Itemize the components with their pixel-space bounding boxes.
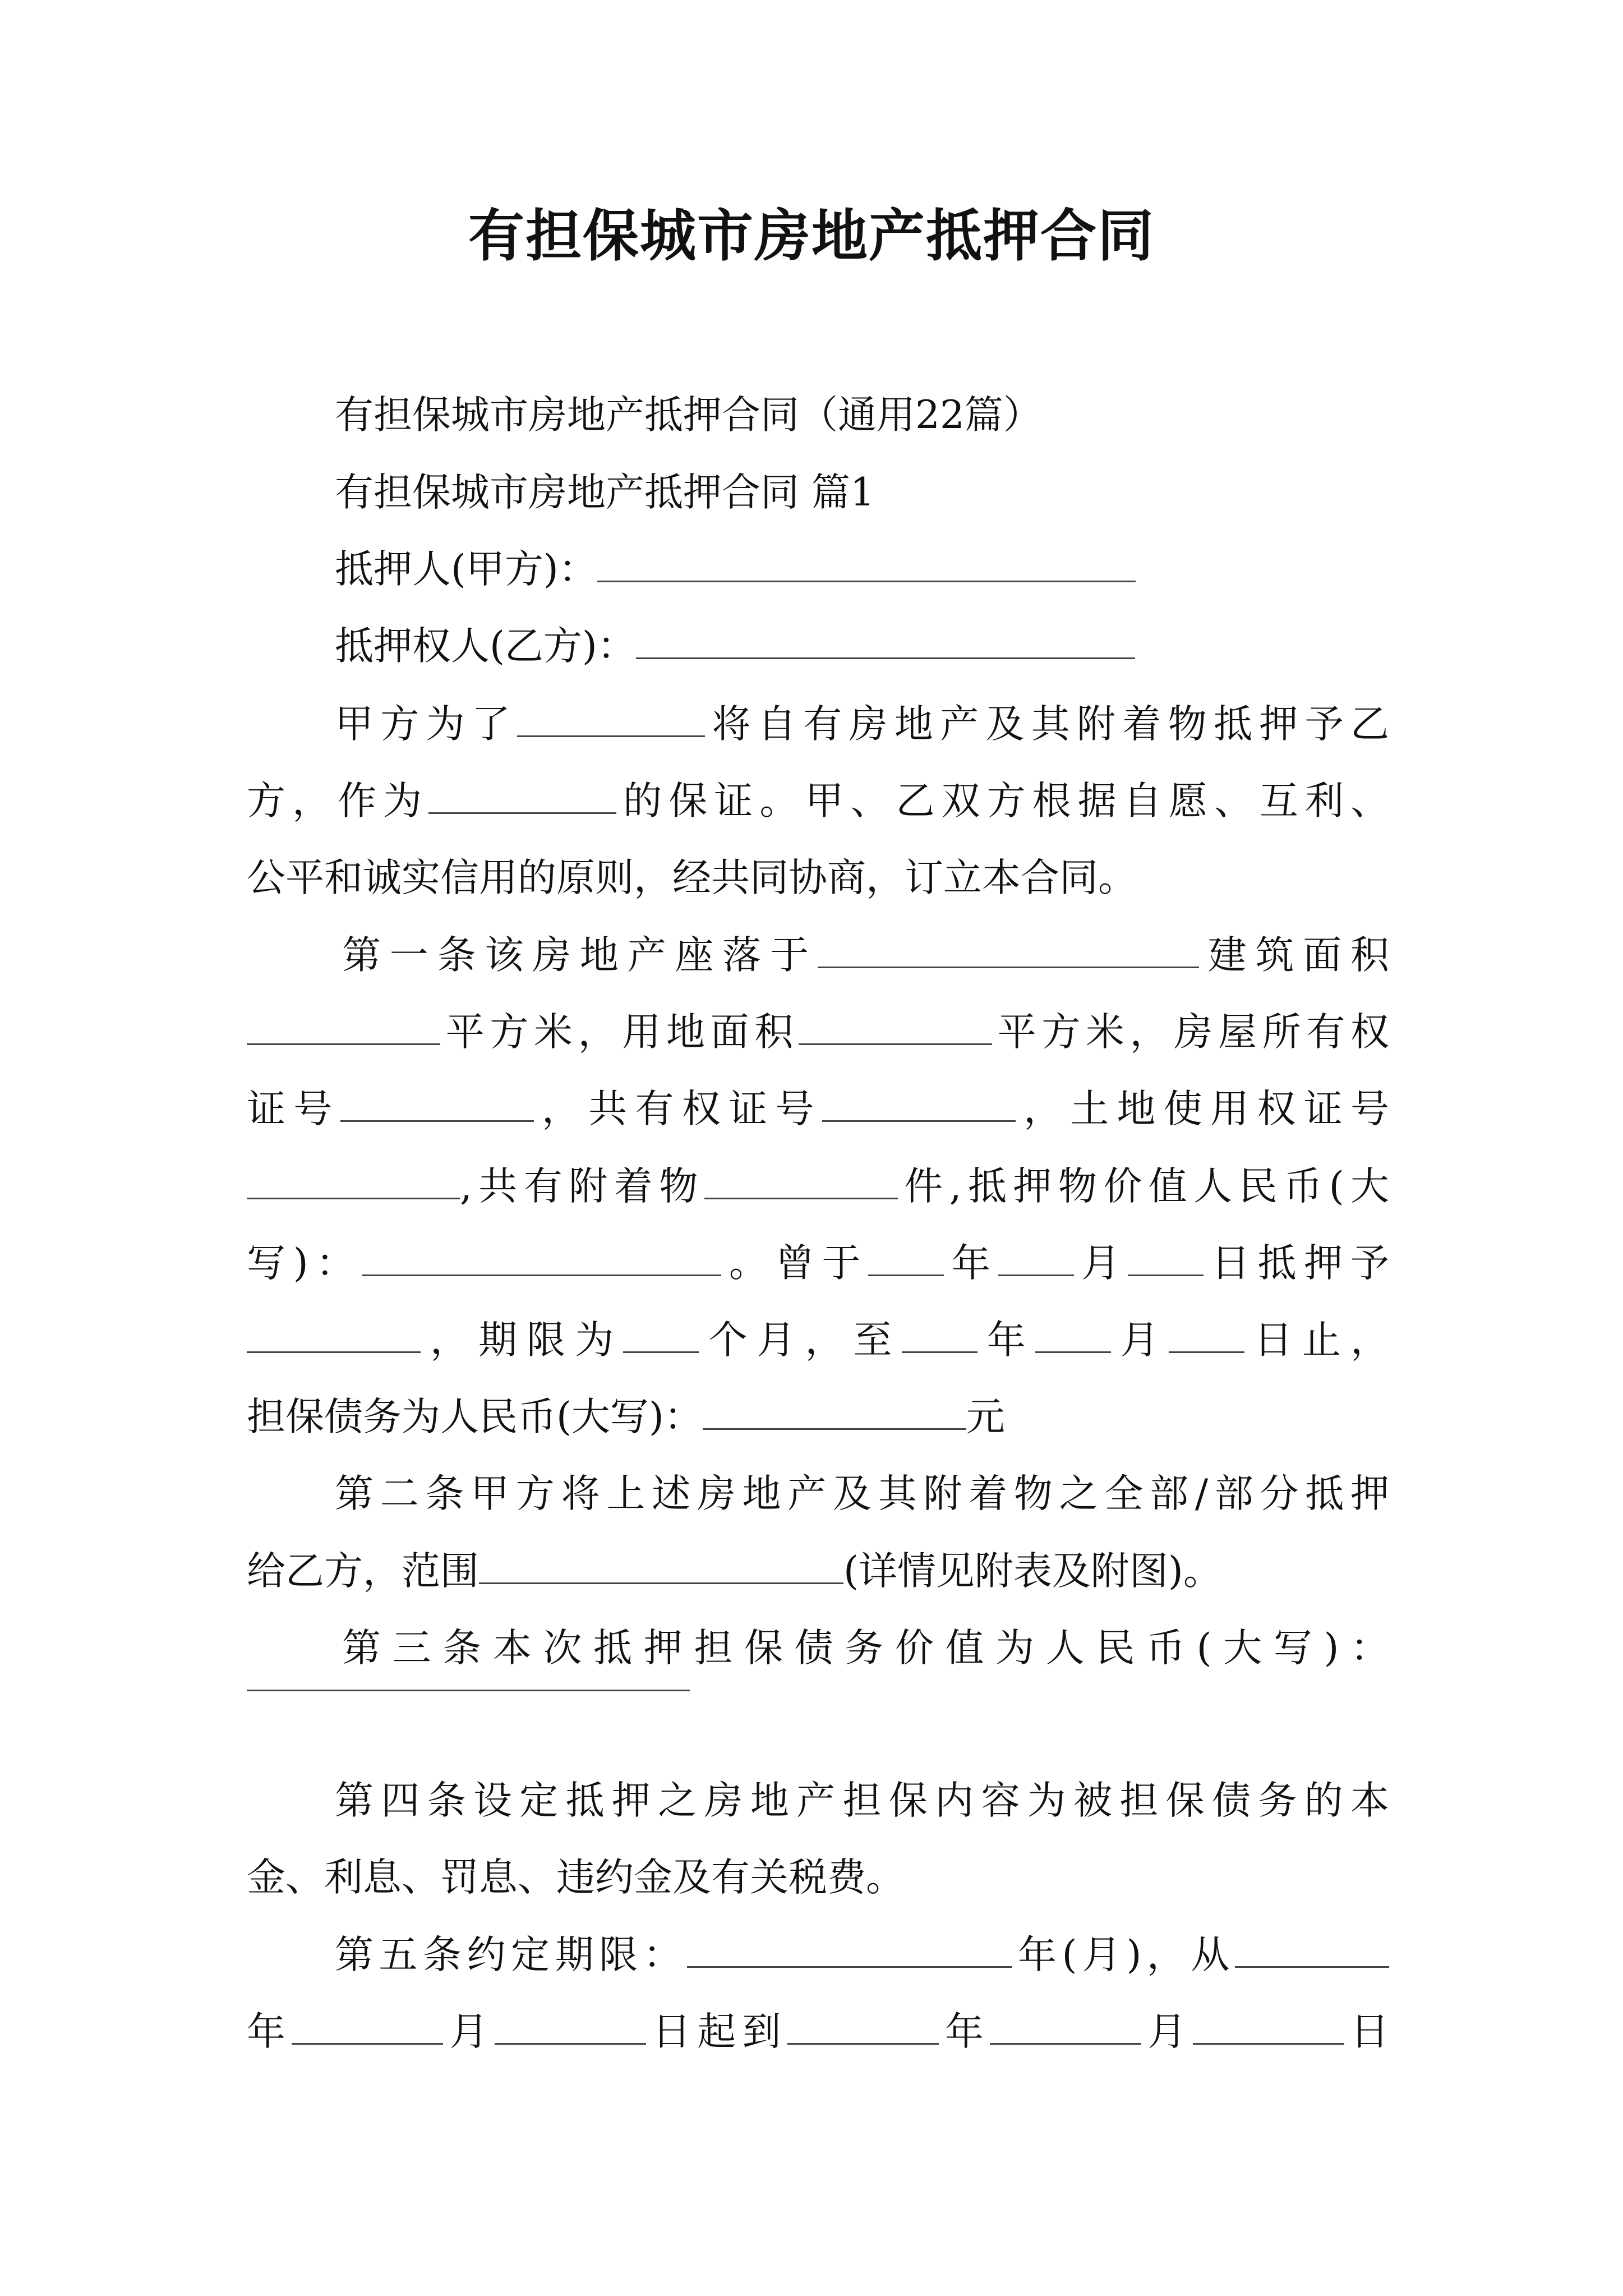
article-text: 年 — [944, 1241, 998, 1286]
scope-blank — [479, 1545, 843, 1584]
article-text: 月 — [1110, 1318, 1169, 1363]
value-blank — [362, 1237, 721, 1276]
article-text: 月 — [1141, 2009, 1193, 2054]
article-text: 证号 — [247, 1087, 340, 1131]
mortgagor-label: 抵押人(甲方)： — [335, 547, 597, 592]
article-text: 个月，至 — [699, 1318, 902, 1363]
intro-line-3: 公平和诚实信用的原则，经共同协商，订立本合同。 — [247, 855, 1137, 900]
mortgagee-line — [335, 615, 1135, 677]
article3-line-1: 第三条本次抵押担保债务价值为人民币(大写)： — [342, 1626, 1389, 1671]
article-text: 第五条约定期限： — [335, 1932, 688, 1977]
end-year-blank — [902, 1314, 978, 1353]
intro-line-2 — [247, 770, 1389, 832]
article-text: ，共有权证号 — [533, 1087, 822, 1131]
article-text: 平方米，用地面积 — [440, 1010, 799, 1055]
end-month-blank-2 — [1193, 2006, 1344, 2045]
article5-line-1 — [335, 1924, 1389, 1986]
mortgagee-label: 抵押权人(乙方)： — [335, 624, 636, 669]
attachments-blank — [704, 1161, 898, 1199]
location-blank — [818, 930, 1199, 968]
article-text: ，土地使用权证号 — [1015, 1087, 1390, 1131]
start-year-blank-2 — [292, 2006, 443, 2045]
end-year-blank-2 — [990, 2006, 1141, 2045]
intro-text: 将自有房地产及其附着物抵押予乙 — [705, 702, 1390, 747]
start-day-blank — [787, 2006, 939, 2045]
article-text: 。曾于 — [721, 1241, 869, 1286]
guarantee-blank — [428, 775, 616, 814]
building-area-blank — [247, 1006, 440, 1045]
article1-line-7 — [247, 1386, 1005, 1448]
article4-line-2: 金、利息、罚息、违约金及有关税费。 — [247, 1855, 905, 1900]
article-text: 第一条该房地产座落于 — [342, 933, 818, 978]
start-month-blank — [495, 2006, 646, 2045]
article-text: 日止， — [1244, 1318, 1390, 1363]
article1-line-4 — [247, 1156, 1389, 1217]
term-months-blank — [623, 1314, 699, 1353]
article1-line-1 — [342, 924, 1389, 986]
article1-line-5 — [247, 1232, 1389, 1294]
day-blank — [1128, 1237, 1204, 1276]
mortgagor-line — [335, 539, 1136, 600]
article1-line-2 — [247, 1001, 1389, 1063]
article-text: 建筑面积 — [1198, 933, 1390, 978]
co-ownership-cert-blank — [822, 1083, 1016, 1122]
article-text: 日起到 — [645, 2009, 787, 2054]
debt-amount-blank — [703, 1391, 966, 1430]
article-text: ，期限为 — [421, 1318, 624, 1363]
article2-line-1: 第二条甲方将上述房地产及其附着物之全部/部分抵押 — [335, 1471, 1389, 1516]
article3-amount-blank — [247, 1688, 690, 1691]
intro-line-1 — [335, 693, 1389, 755]
land-area-blank — [799, 1006, 992, 1045]
article-text: 写)： — [247, 1241, 363, 1286]
end-month-blank — [1035, 1314, 1111, 1353]
article-text: (详情见附表及附图)。 — [843, 1549, 1222, 1594]
article-text: 担保债务为人民币(大写)： — [247, 1395, 703, 1439]
purpose-blank — [517, 698, 705, 737]
article-text: ,共有附着物 — [460, 1164, 704, 1209]
intro-text: 的保证。甲、乙双方根据自愿、互利、 — [616, 779, 1390, 823]
article5-line-2 — [247, 2001, 1389, 2063]
document-title: 有担保城市房地产抵押合同 — [468, 203, 1155, 269]
document-subtitle: 有担保城市房地产抵押合同（通用22篇） — [335, 393, 1042, 438]
ownership-cert-blank — [340, 1083, 534, 1122]
article-text: 日抵押予 — [1204, 1241, 1390, 1286]
year-blank — [868, 1237, 944, 1276]
article-text: 月 — [443, 2009, 495, 2054]
end-day-blank — [1169, 1314, 1244, 1353]
section-heading: 有担保城市房地产抵押合同 篇1 — [335, 470, 875, 515]
intro-text: 甲方为了 — [335, 702, 518, 747]
article-text: 年 — [938, 2009, 990, 2054]
land-cert-blank — [247, 1161, 460, 1199]
article-text: 件,抵押物价值人民币(大 — [897, 1164, 1389, 1209]
article-text: 平方米，房屋所有权 — [992, 1010, 1390, 1055]
article1-line-3 — [247, 1078, 1389, 1140]
article-text: 年 — [247, 2009, 292, 2054]
article-text: 元 — [966, 1395, 1005, 1439]
mortgagee-blank — [636, 620, 1135, 659]
article-text: 年 — [977, 1318, 1035, 1363]
term-blank — [687, 1929, 1012, 1968]
pledgee-blank — [247, 1314, 421, 1353]
article-text: 年(月)，从 — [1012, 1932, 1235, 1977]
intro-text: 方，作为 — [247, 779, 429, 823]
article4-line-1: 第四条设定抵押之房地产担保内容为被担保债务的本 — [335, 1778, 1389, 1823]
article1-line-6 — [247, 1309, 1389, 1371]
month-blank — [998, 1237, 1074, 1276]
mortgagor-blank — [597, 544, 1136, 582]
article-text: 给乙方，范围 — [247, 1549, 479, 1594]
article-text: 月 — [1073, 1241, 1128, 1286]
article-text: 日 — [1344, 2009, 1389, 2054]
start-year-blank — [1235, 1929, 1389, 1968]
article2-line-2 — [247, 1540, 1222, 1602]
